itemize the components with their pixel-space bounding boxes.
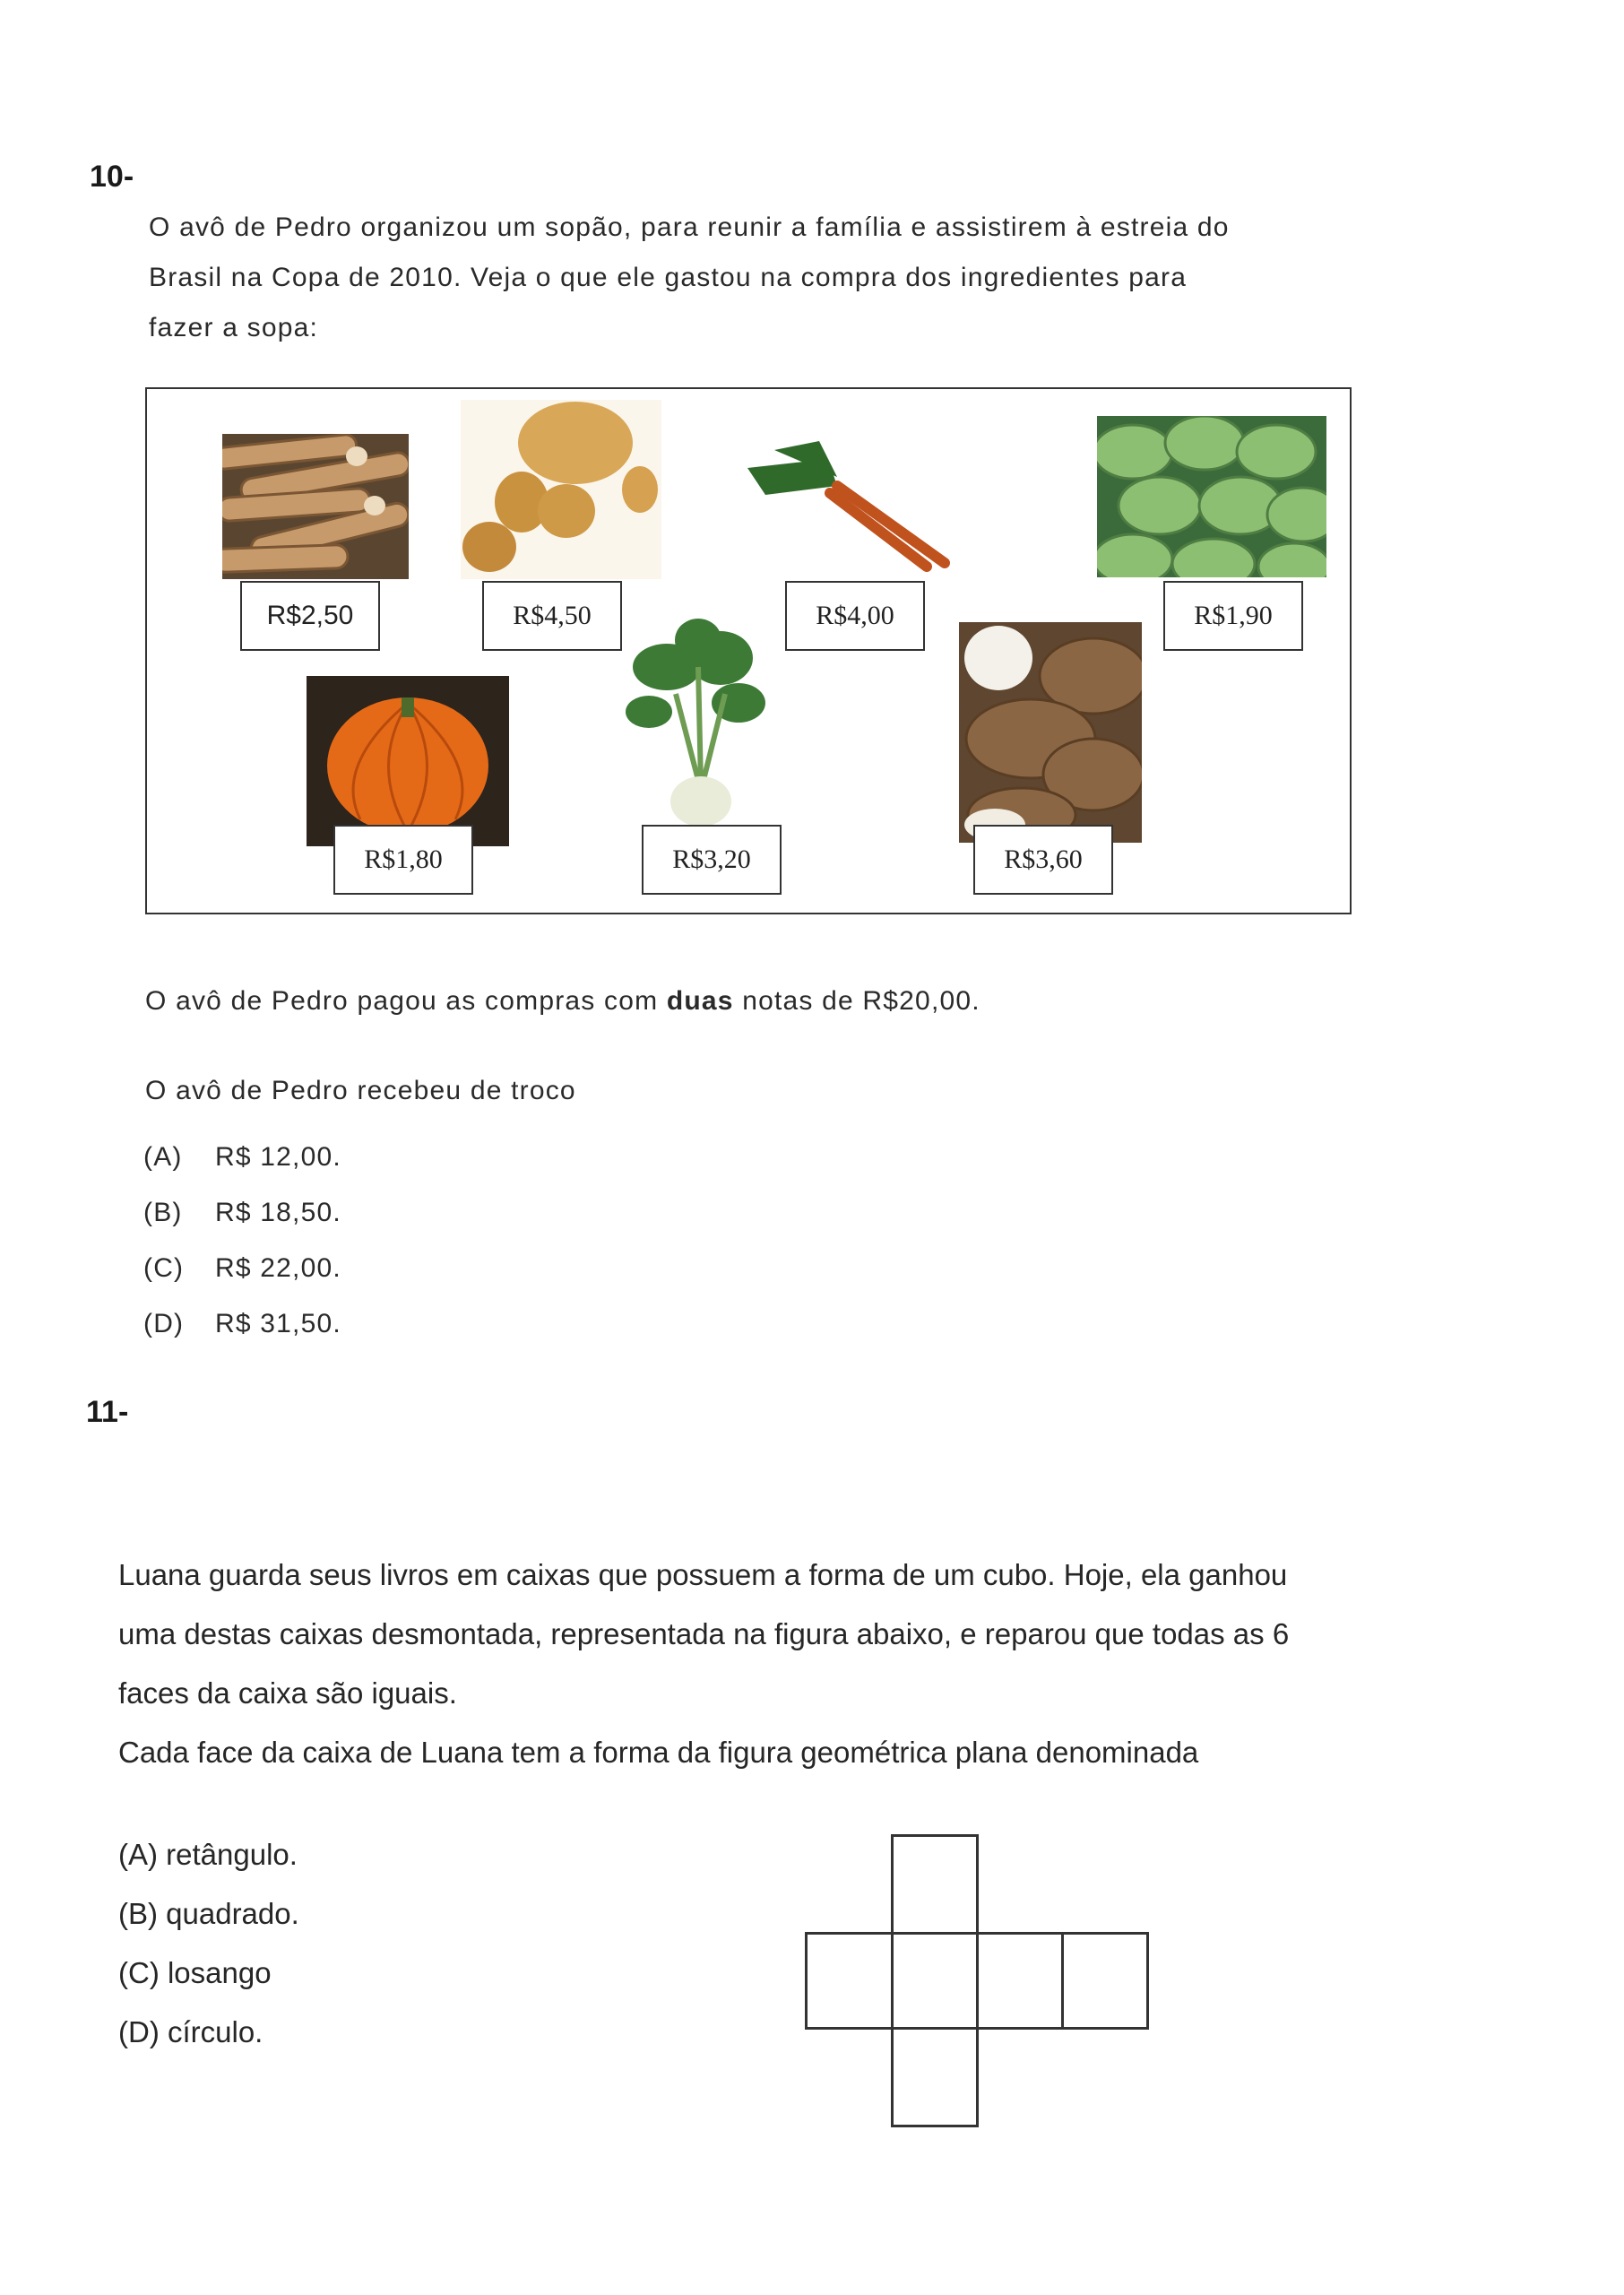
q11-line-3: faces da caixa são iguais. xyxy=(118,1676,457,1710)
price-potato: R$4,50 xyxy=(482,581,622,651)
price-chayote: R$1,90 xyxy=(1163,581,1303,651)
option-c[interactable] xyxy=(143,1241,341,1296)
pumpkin-image xyxy=(307,676,509,846)
option-text: R$ 12,00. xyxy=(215,1142,341,1172)
option-label: (A) xyxy=(143,1142,183,1172)
option-d[interactable] xyxy=(143,1296,341,1352)
chayote-image xyxy=(1097,416,1326,577)
question-11-options xyxy=(118,1825,299,2062)
option-text: R$ 31,50. xyxy=(215,1309,341,1338)
question-10-intro xyxy=(149,203,1386,353)
intro-line-2: Brasil na Copa de 2010. Veja o que ele gastou na compra dos ingredientes para xyxy=(149,263,1188,292)
option-b[interactable] xyxy=(143,1185,341,1241)
question-11-text xyxy=(118,1546,1391,1782)
cube-face xyxy=(1061,1932,1149,2030)
question-11-number: 11- xyxy=(86,1395,129,1429)
q11-line-2: uma destas caixas desmontada, representada na figura abaixo, e reparou que todas as 6 xyxy=(118,1617,1290,1650)
q11-line-1: Luana guarda seus livros em caixas que possuem a forma de um cubo. Hoje, ela ganhou xyxy=(118,1558,1288,1591)
cube-face xyxy=(976,1932,1064,2030)
q11-line-4: Cada face da caixa de Luana tem a forma da figura geométrica plana denominada xyxy=(118,1736,1199,1769)
option-a[interactable] xyxy=(143,1130,341,1185)
price-yam: R$3,60 xyxy=(973,825,1113,895)
payment-text-bold: duas xyxy=(666,986,734,1016)
cube-face xyxy=(891,2027,979,2127)
option-c[interactable]: (C) losango xyxy=(118,1956,272,1989)
option-a[interactable]: (A) retângulo. xyxy=(118,1838,298,1871)
turnip-image xyxy=(613,613,774,828)
option-d[interactable]: (D) círculo. xyxy=(118,2015,263,2048)
price-turnip: R$3,20 xyxy=(642,825,782,895)
question-10-number: 10- xyxy=(90,160,134,194)
option-label: (D) xyxy=(143,1309,185,1338)
cube-face xyxy=(891,1932,979,2030)
price-carrot: R$4,00 xyxy=(785,581,925,651)
cube-net-figure xyxy=(805,1834,1149,2130)
option-text: R$ 18,50. xyxy=(215,1198,341,1227)
carrot-image xyxy=(730,432,963,572)
option-label: (B) xyxy=(143,1198,183,1227)
cassava-image xyxy=(222,434,409,579)
question-10-options xyxy=(143,1130,341,1352)
payment-statement xyxy=(145,986,980,1017)
payment-text-start: O avô de Pedro pagou as compras com xyxy=(145,986,667,1016)
intro-line-1: O avô de Pedro organizou um sopão, para reunir a família e assistirem à estreia do xyxy=(149,212,1230,242)
option-label: (C) xyxy=(143,1253,185,1283)
price-cassava: R$2,50 xyxy=(240,581,380,651)
ingredients-panel xyxy=(145,387,1352,914)
potato-image xyxy=(461,400,661,579)
cube-face xyxy=(805,1932,894,2030)
option-b[interactable]: (B) quadrado. xyxy=(118,1897,299,1930)
option-text: R$ 22,00. xyxy=(215,1253,341,1283)
cube-face xyxy=(891,1834,979,1935)
price-pumpkin: R$1,80 xyxy=(333,825,473,895)
yam-image xyxy=(959,622,1142,843)
intro-line-3: fazer a sopa: xyxy=(149,313,319,342)
question-10-prompt: O avô de Pedro recebeu de troco xyxy=(145,1076,576,1105)
payment-text-end: notas de R$20,00. xyxy=(733,986,980,1016)
